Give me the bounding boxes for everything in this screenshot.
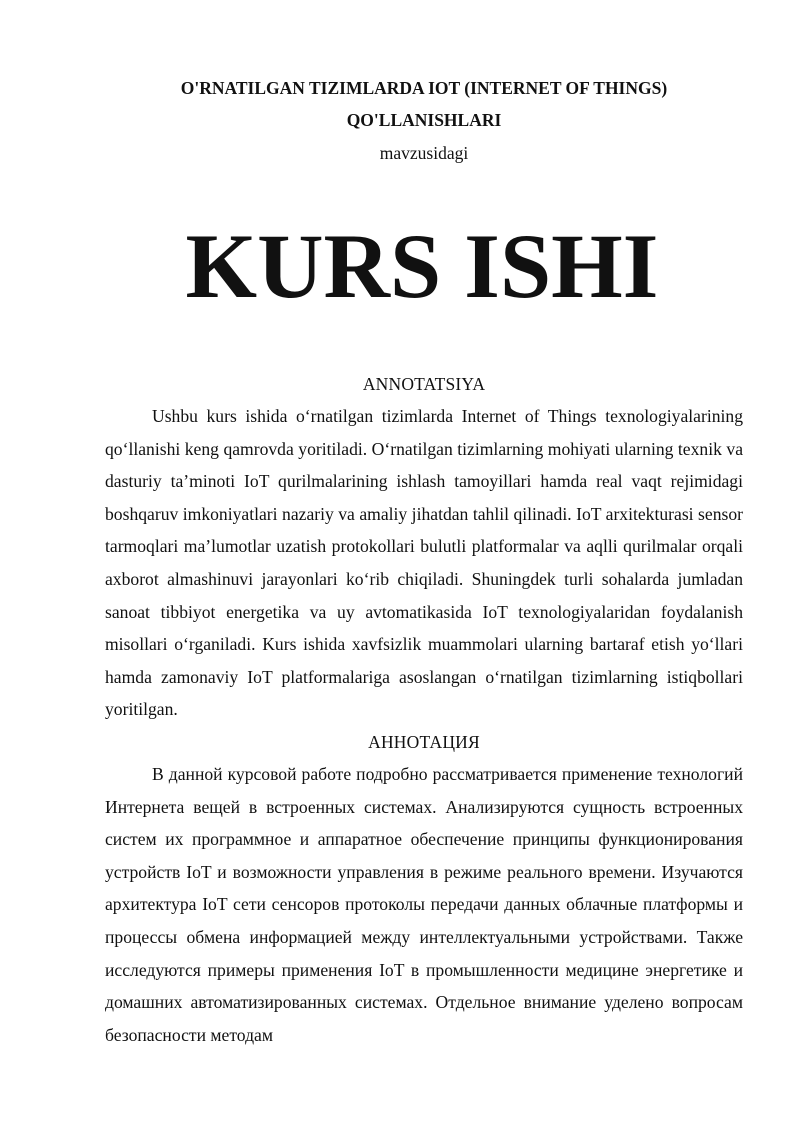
abstract-ru-heading: АННОТАЦИЯ	[368, 732, 480, 752]
document-subtitle: mavzusidagi	[379, 143, 469, 163]
abstract-uz-paragraph: Ushbu kurs ishida o‘rnatilgan tizimlarda Internet of Things texnologiyalarining qo‘llanishi keng qamrovda yoritiladi. O‘rnatilgan tizimlarning mohiyati ularning texnik va dasturiy ta’minoti IoT qurilmalarining ishlash tamoyillari hamda real vaqt rejimidagi boshqaruv imkoniyatlari nazariy va amaliy jihatdan tahlil qilinadi. IoT arxitekturasi sensor tarmoqlari ma’lumotlar uzatish protokollari bulutli platformalar va aqlli qurilmalar orqali axborot almashinuvi jarayonlari ko‘rib chiqiladi. Shuningdek turli sohalarda jumladan sanoat tibbiyot energetika va uy avtomatikasida IoT texnologiyalaridan foydalanish misollari o‘rganiladi. Kurs ishida xavfsizlik muammolari ularning bartaraf etish yo‘llari hamda zamonaviy IoT platformalariga asoslangan o‘rnatilgan tizimlarning istiqbollari yoritilgan.	[105, 406, 743, 720]
abstract-ru-paragraph: В данной курсовой работе подробно рассматривается применение технологий Интернета вещей в встроенных системах. Анализируются сущность встроенных систем их программное и аппаратное обеспечение принципы функционирования устройств IoT и возможности управления в режиме реального времени. Изучаются архитектура IoT сети сенсоров протоколы передачи данных облачные платформы и процессы обмена информацией между интеллектуальными устройствами. Также исследуются примеры применения IoT в промышленности медицине энергетике и домашних автоматизированных системах. Отдельное внимание уделено вопросам безопасности методам	[105, 764, 743, 1045]
course-work-heading: KURS ISHI	[185, 215, 659, 317]
document-title-line-1: O'RNATILGAN TIZIMLARDA IOT (INTERNET OF THINGS)	[180, 78, 668, 98]
document-title-line-2: QO'LLANISHLARI	[346, 110, 502, 130]
abstract-uz-heading: ANNOTATSIYA	[362, 374, 486, 394]
